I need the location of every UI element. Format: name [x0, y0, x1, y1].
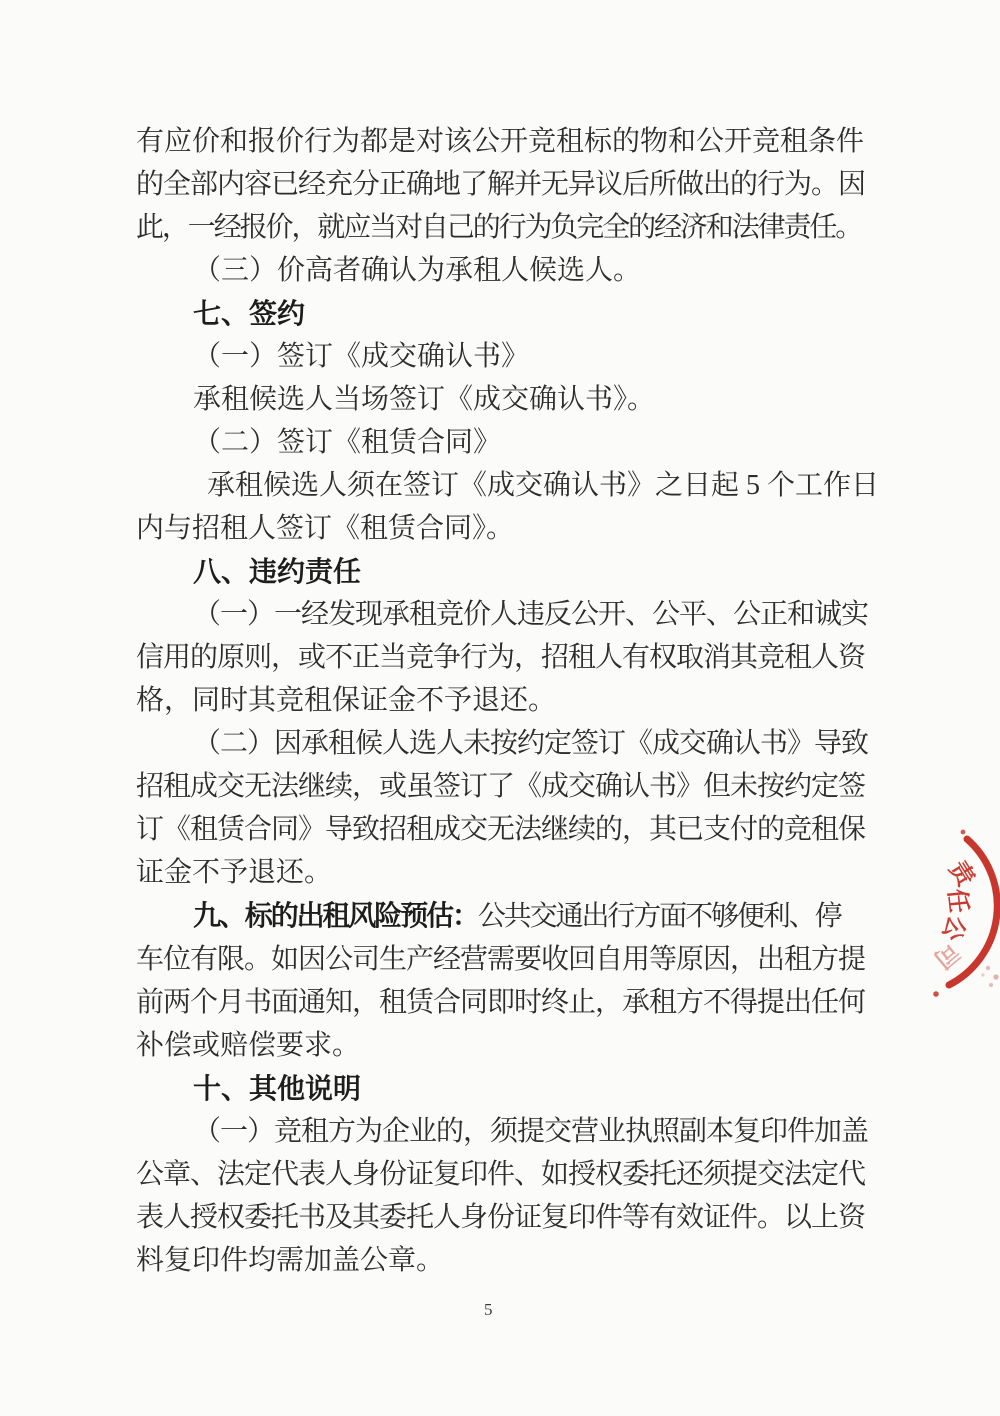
line-text: 有应价和报价行为都是对该公开竞租标的物和公开竞租条件 — [136, 126, 865, 157]
text-line — [136, 851, 872, 894]
text-line — [193, 550, 872, 593]
line-text: （一）一经发现承租竞价人违反公开、公平、公正和诚实 — [193, 599, 869, 630]
text-line — [193, 378, 872, 421]
line-bold-lead: 九、标的出租风险预估： — [193, 900, 478, 931]
text-line — [193, 722, 872, 765]
line-text: （二）因承租候人选人未按约定签订《成交确认书》导致 — [193, 728, 869, 759]
text-line — [136, 120, 872, 163]
line-text: 补偿或赔偿要求。 — [136, 1030, 361, 1061]
text-line — [207, 464, 880, 507]
text-line — [136, 808, 872, 851]
text-line — [136, 1196, 872, 1239]
line-text: 车位有限。如因公司生产经营需要收回自用等原因，出租方提 — [136, 944, 866, 975]
line-text: （二）签订《租赁合同》 — [193, 427, 502, 458]
seal-char-3: 公 — [936, 912, 970, 944]
text-line — [136, 1153, 872, 1196]
line-text: （一）签订《成交确认书》 — [193, 341, 530, 372]
text-line — [136, 981, 872, 1024]
company-seal — [830, 770, 1000, 1040]
line-text: 承租候选人当场签订《成交确认书》。 — [193, 384, 656, 415]
text-line — [136, 1024, 872, 1067]
line-text: 十、其他说明 — [193, 1073, 362, 1104]
text-line — [193, 292, 872, 335]
line-text: 七、签约 — [193, 298, 306, 329]
text-line — [136, 765, 872, 808]
text-line — [193, 421, 872, 464]
text-line — [136, 636, 872, 679]
line-text: 公共交通出行方面不够便利、停 — [477, 901, 841, 932]
text-line — [193, 894, 872, 938]
seal-char-4-partial: 司 — [928, 937, 964, 973]
line-text: 内与招租人签订《租赁合同》。 — [136, 513, 515, 544]
line-text: （三）价高者确认为承租人候选人。 — [193, 255, 642, 286]
line-text: 八、违约责任 — [193, 556, 362, 587]
line-text: （一）竞租方为企业的，须提交营业执照副本复印件加盖 — [193, 1116, 869, 1147]
text-line — [193, 593, 872, 636]
line-text: 订《租赁合同》导致招租成交无法继续的，其已支付的竞租保 — [136, 814, 866, 845]
seal-char-2: 任 — [942, 887, 972, 915]
document-text — [136, 120, 880, 1282]
line-text: 公章、法定代表人身份证复印件、如授权委托还须提交法定代 — [136, 1159, 866, 1190]
text-line — [136, 206, 872, 249]
line-text: 表人授权委托书及其委托人身份证复印件等有效证件。以上资 — [136, 1202, 866, 1233]
text-line — [136, 1239, 872, 1282]
text-line — [136, 507, 872, 550]
line-text: 料复印件均需加盖公章。 — [136, 1245, 445, 1276]
line-text: 承租候选人须在签订《成交确认书》之日起 5 个工作日 — [207, 470, 880, 501]
text-line — [193, 249, 872, 292]
text-line — [193, 335, 872, 378]
line-text: 信用的原则，或不正当竞争行为，招租人有权取消其竞租人资 — [136, 642, 866, 673]
text-line — [193, 1110, 872, 1153]
text-line — [193, 1067, 872, 1110]
line-text: 证金不予退还。 — [136, 857, 333, 888]
text-line — [136, 679, 872, 722]
text-line — [136, 938, 872, 981]
seal-char-1: 责 — [943, 856, 979, 892]
text-line — [136, 163, 872, 206]
line-text: 格，同时其竞租保证金不予退还。 — [136, 685, 557, 716]
line-text: 的全部内容已经充分正确地了解并无异议后所做出的行为。因 — [136, 169, 866, 200]
line-text: 前两个月书面通知，租赁合同即时终止，承租方不得提出任何 — [136, 987, 866, 1018]
line-text: 此，一经报价，就应当对自己的行为负完全的经济和法律责任。 — [136, 212, 862, 243]
line-text: 招租成交无法继续，或虽签订了《成交确认书》但未按约定签 — [136, 771, 866, 802]
seal-text — [928, 856, 980, 973]
page-number: 5 — [484, 1300, 493, 1319]
